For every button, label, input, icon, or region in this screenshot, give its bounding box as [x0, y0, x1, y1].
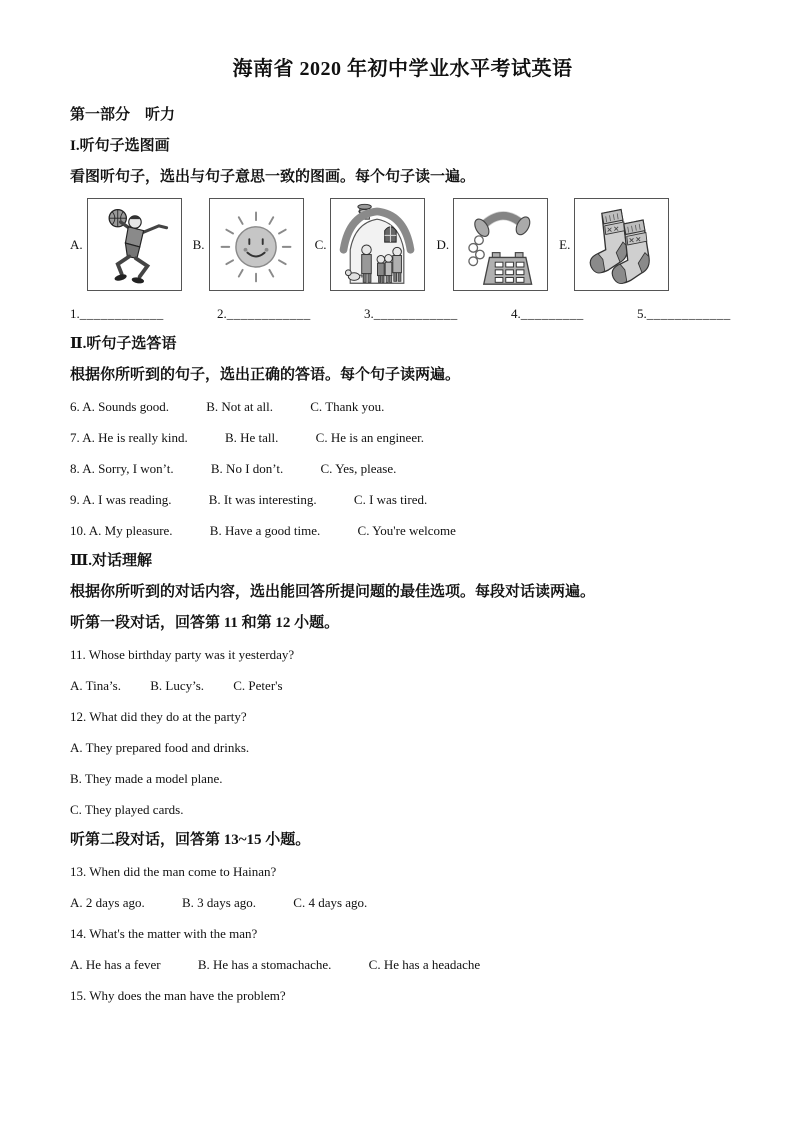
- option-a: 8. A. Sorry, I won’t.: [70, 461, 174, 476]
- picture-row: [70, 198, 735, 291]
- option-a: 9. A. I was reading.: [70, 492, 172, 507]
- question-row-8: [70, 453, 735, 484]
- option-a: 7. A. He is really kind.: [70, 430, 188, 445]
- option-a: 6. A. Sounds good.: [70, 399, 169, 414]
- picture-option-c: [315, 198, 426, 291]
- picture-label-c: C.: [314, 236, 327, 252]
- option-a: 10. A. My pleasure.: [70, 523, 173, 538]
- picture-option-a: [70, 198, 182, 291]
- answer-blanks-row: [70, 298, 735, 329]
- option-b: B. 3 days ago.: [182, 895, 257, 910]
- option-b: B. Not at all.: [206, 399, 274, 414]
- answer-blank-5: 5.____________: [637, 306, 731, 321]
- picture-label-d: D.: [436, 236, 450, 252]
- picture-option-e: [559, 198, 669, 291]
- question-13-options: [70, 887, 735, 918]
- section1-heading: I.听句子选图画: [70, 138, 170, 154]
- house-family-image: [332, 200, 423, 289]
- section2-instruction: 根据你所听到的句子，选出正确的答语。每个句子读两遍。: [70, 367, 461, 383]
- section1-instruction: 看图听句子，选出与句子意思一致的图画。每个句子读一遍。: [70, 169, 476, 185]
- question-12-option-c: C. They played cards.: [70, 802, 184, 817]
- socks-image: [576, 200, 667, 289]
- section3-heading: Ⅲ.对话理解: [70, 553, 153, 569]
- option-a: A. 2 days ago.: [70, 895, 145, 910]
- option-b: B. He tall.: [224, 430, 279, 445]
- option-c: C. Yes, please.: [320, 461, 397, 476]
- answer-blank-3: 3.____________: [364, 306, 458, 321]
- option-c: C. You're welcome: [357, 523, 456, 538]
- basketball-player-image: [89, 200, 180, 289]
- picture-box-a: [87, 198, 182, 291]
- dialog2-heading: 听第二段对话，回答第 13~15 小题。: [70, 832, 311, 848]
- question-row-9: [70, 484, 735, 515]
- question-12: 12. What did they do at the party?: [70, 709, 247, 724]
- question-15: 15. Why does the man have the problem?: [70, 988, 286, 1003]
- picture-box-c: [330, 198, 425, 291]
- picture-label-e: E.: [559, 236, 571, 252]
- section2-heading: Ⅱ.听句子选答语: [70, 336, 177, 352]
- answer-blank-2: 2.____________: [217, 306, 311, 321]
- section3-instruction: 根据你所听到的对话内容，选出能回答所提问题的最佳选项。每段对话读两遍。: [70, 584, 596, 600]
- option-a: A. He has a fever: [70, 957, 161, 972]
- dialog1-heading: 听第一段对话，回答第 11 和第 12 小题。: [70, 615, 340, 631]
- answer-blank-4: 4._________: [511, 306, 584, 321]
- picture-box-b: [209, 198, 304, 291]
- option-c: C. He is an engineer.: [315, 430, 424, 445]
- question-row-10: [70, 515, 735, 546]
- picture-box-e: [574, 198, 669, 291]
- question-12-option-a: A. They prepared food and drinks.: [70, 740, 250, 755]
- page-title: 海南省 2020 年初中学业水平考试英语: [232, 58, 573, 80]
- part1-heading: 第一部分 听力: [70, 107, 176, 123]
- question-row-7: [70, 422, 735, 453]
- picture-option-b: [193, 198, 304, 291]
- option-b: B. No I don’t.: [210, 461, 284, 476]
- telephone-image: [455, 200, 546, 289]
- answer-blank-1: 1.____________: [70, 306, 164, 321]
- option-c: C. 4 days ago.: [293, 895, 368, 910]
- smiling-sun-image: [211, 200, 302, 289]
- option-c: C. I was tired.: [353, 492, 428, 507]
- option-b: B. He has a stomachache.: [197, 957, 332, 972]
- option-b: B. Lucy’s.: [150, 678, 205, 693]
- option-a: A. Tina’s.: [70, 678, 121, 693]
- option-c: C. Peter's: [233, 678, 283, 693]
- option-c: C. He has a headache: [368, 957, 481, 972]
- question-12-option-b: B. They made a model plane.: [70, 771, 223, 786]
- picture-box-d: [453, 198, 548, 291]
- option-c: C. Thank you.: [310, 399, 385, 414]
- question-13: 13. When did the man come to Hainan?: [70, 864, 277, 879]
- option-b: B. Have a good time.: [209, 523, 321, 538]
- picture-label-b: B.: [192, 236, 205, 252]
- question-row-6: [70, 391, 735, 422]
- picture-option-d: [436, 198, 548, 291]
- question-11-options: [70, 670, 735, 701]
- question-14-options: [70, 949, 735, 980]
- option-b: B. It was interesting.: [208, 492, 317, 507]
- question-11: 11. Whose birthday party was it yesterday?: [70, 647, 295, 662]
- picture-label-a: A.: [70, 236, 83, 252]
- question-14: 14. What's the matter with the man?: [70, 926, 258, 941]
